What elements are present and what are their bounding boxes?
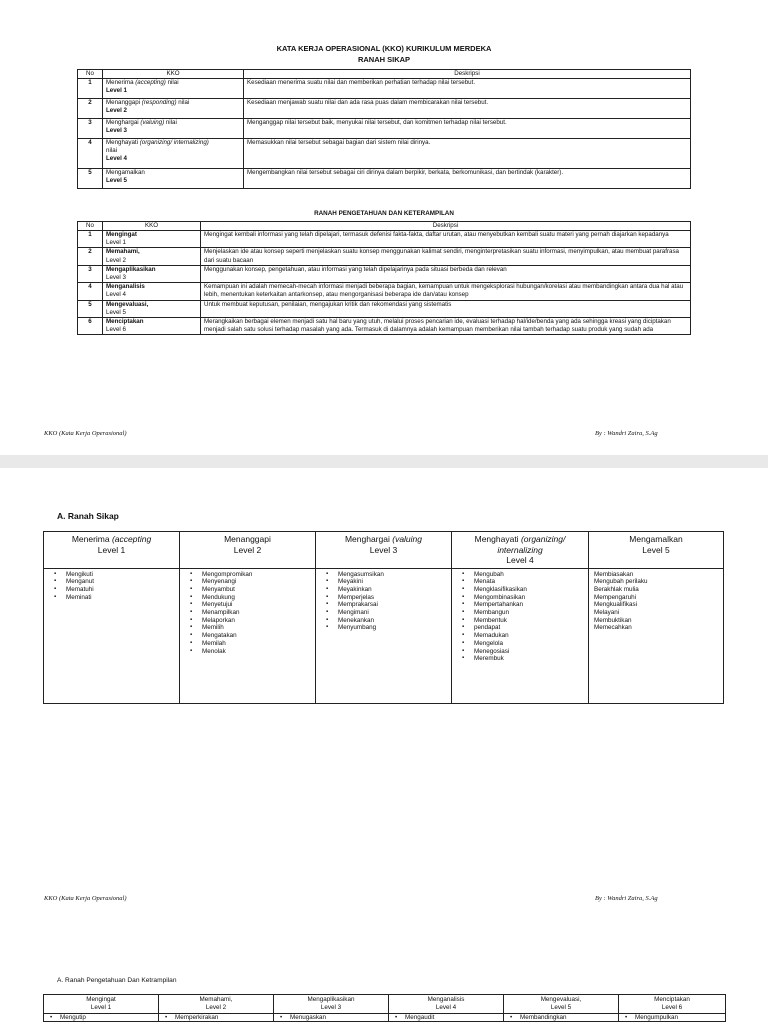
row-number: 1 — [78, 231, 103, 248]
list-item: ▪ Mendukung — [202, 594, 313, 602]
list-item: ▪ Membangun — [474, 609, 586, 617]
kko-level: Level 5 — [106, 177, 127, 185]
column-header — [452, 532, 589, 569]
kko-list — [46, 1014, 156, 1021]
footer-right: By : Wandri Zaira, S.Ag — [595, 430, 658, 437]
row-number: 5 — [78, 300, 103, 317]
kko-name: Mengamalkan — [106, 169, 145, 176]
column-title: Mengamalkan — [629, 534, 683, 544]
table-row — [78, 169, 691, 189]
column-title: Menanggapi — [224, 534, 271, 544]
list-item: ▪ Meminati — [66, 594, 177, 602]
table-row — [44, 1014, 726, 1022]
description-cell: Merangkaikan berbagai elemen menjadi satu hal baru yang utuh, melalui proses pencarian ide, evaluasi terhadap hal/ide/benda yang ada sehingga kreasi yang diciptakan menjadi salah satu solusi terhadap masalah yang ada. Termasuk di dalamnya adalah kemampuan memberikan nilai tambah terhadap suatu produk yang sudah ada — [201, 318, 691, 335]
kko-list-cell — [44, 1014, 159, 1022]
column-header — [504, 995, 619, 1014]
kko-cell — [103, 169, 244, 189]
description-cell: Mengembangkan nilai tersebut sebagai ciri dirinya dalam berpikir, berkata, berkomunikasi, dan bertindak (karakter). — [244, 169, 691, 189]
column-header — [180, 532, 316, 569]
list-item: ▪ Menolak — [202, 648, 313, 656]
row-number: 1 — [78, 79, 103, 99]
document-page-1 — [0, 0, 768, 455]
table-row — [78, 139, 691, 169]
list-item: ▪ Mengatakan — [202, 632, 313, 640]
column-header: Deskripsi — [201, 222, 691, 231]
kko-cell — [103, 283, 201, 300]
kko-level: Level 4 — [106, 155, 127, 163]
document-subtitle: RANAH SIKAP — [357, 55, 411, 64]
column-header — [589, 532, 724, 569]
column-level: Level 2 — [205, 1004, 227, 1011]
table-row — [78, 79, 691, 99]
kko-suffix: nilai — [106, 147, 118, 155]
kko-cell — [103, 318, 201, 335]
kko-name: Menganalisis — [106, 283, 145, 291]
list-item: ▪ Memilah — [202, 640, 313, 648]
description-cell: Menjelaskan ide atau konsep seperti menjelaskan suatu konsep menggunakan kalimat sendiri, menginterpretasikan suatu informasi, menyimpulkan, atau membuat parafrasa dari suatu bacaan — [201, 248, 691, 265]
kko-list-cell — [274, 1014, 389, 1022]
list-item: ▪ Memilih — [202, 624, 313, 632]
list-item: Mengubah perilaku — [594, 578, 648, 586]
table-row — [44, 568, 724, 703]
footer-right: By : Wandri Zaira, S.Ag — [595, 895, 658, 902]
list-item: Memecahkan — [594, 624, 632, 632]
kko-name: Memahami, — [106, 248, 140, 256]
list-item: ▪ Memadukan — [474, 632, 586, 640]
pengetahuan-description-table — [77, 221, 691, 335]
kko-suffix: nilai — [176, 99, 190, 106]
column-header: No — [78, 222, 103, 231]
list-item: ▪ Menampilkan — [202, 609, 313, 617]
column-header: KKO — [103, 70, 244, 79]
kko-cell — [103, 139, 244, 169]
footer-left: KKO (Kata Kerja Operasional) — [44, 895, 127, 902]
list-item: ▪ Mengklasifikasikan — [474, 586, 586, 594]
column-level: Level 5 — [642, 544, 670, 555]
list-item: • Mengaudit — [405, 1014, 501, 1021]
list-item: ▪ Menganut — [66, 578, 177, 586]
kko-level: Level 1 — [106, 87, 127, 95]
kko-name: Menerima — [106, 79, 136, 86]
kko-english: (accepting) — [135, 79, 166, 86]
list-item: Melayani — [594, 609, 620, 617]
row-number: 6 — [78, 318, 103, 335]
row-number: 4 — [78, 139, 103, 169]
list-item: ▪ Mengubah — [474, 571, 586, 579]
table-row — [78, 99, 691, 119]
kko-list — [276, 1014, 386, 1021]
document-page-2 — [0, 468, 768, 1024]
kko-name: Mengaplikasikan — [106, 265, 156, 273]
table-header-row — [78, 222, 691, 231]
column-title: Menganalisis — [427, 996, 465, 1003]
column-title: Mengevaluasi, — [540, 996, 582, 1003]
kko-list — [182, 571, 313, 656]
column-level: Level 3 — [320, 1004, 342, 1011]
description-cell: Untuk membuat keputusan, penilaian, mengajukan kritik dan rekomendasi yang sistematis — [201, 300, 691, 317]
column-title: Menghargai — [344, 534, 393, 544]
row-number: 3 — [78, 119, 103, 139]
kko-list-cell — [619, 1014, 726, 1022]
kko-list — [454, 571, 586, 663]
list-item: Membiasakan — [594, 570, 634, 578]
kko-name: Menciptakan — [106, 318, 144, 326]
column-level: Level 4 — [435, 1004, 457, 1011]
row-number: 2 — [78, 248, 103, 265]
kko-level: Level 4 — [106, 291, 126, 299]
list-item: ▪ Membentuk — [474, 617, 586, 625]
column-level: Level 5 — [550, 1004, 572, 1011]
kko-list-cell — [159, 1014, 274, 1022]
kko-level: Level 2 — [106, 107, 127, 115]
table-header-row — [44, 995, 726, 1014]
section-heading-pengetahuan: A. Ranah Pengetahuan Dan Ketrampilan — [57, 977, 177, 984]
kko-english: (valuing) — [140, 119, 165, 126]
table-row — [78, 283, 691, 300]
list-item: ▪ Meyakini — [338, 578, 449, 586]
column-header — [389, 995, 504, 1014]
column-level: Level 4 — [506, 555, 534, 565]
kko-level: Level 2 — [106, 256, 126, 264]
list-item: ▪ pendapat — [474, 624, 586, 632]
table-row — [78, 300, 691, 317]
kko-cell — [103, 79, 244, 99]
sikap-description-table — [77, 69, 691, 189]
kko-list-cell — [504, 1014, 619, 1022]
column-header — [619, 995, 726, 1014]
kko-list — [621, 1014, 723, 1021]
column-header — [44, 995, 159, 1014]
list-item: • Menugaskan — [290, 1014, 386, 1021]
list-item: ▪ Mengombinasikan — [474, 594, 586, 602]
column-title-english: (accepting — [111, 534, 152, 544]
column-title: Menciptakan — [654, 996, 690, 1003]
column-header — [44, 532, 180, 569]
table-row — [78, 265, 691, 282]
list-item: ▪ Menegosiasi — [474, 648, 586, 656]
description-cell: Kemampuan ini adalah memecah-mecah informasi menjadi beberapa bagian, kemampuan untuk mengeksplorasi hubungan/korelasi atau membandingkan antara dua hal atau lebih, menentukan keterkaitan antarkonsep, atau mengorganisasi beberapa ide dan/atau konsep — [201, 283, 691, 300]
list-item: ▪ Menyumbang — [338, 624, 449, 632]
description-cell: Menganggap nilai tersebut baik, menyukai nilai tersebut, dan komitmen terhadap nilai tersebut. — [244, 119, 691, 139]
sikap-kko-table — [43, 531, 724, 704]
kko-list — [591, 571, 721, 633]
list-item: • Membandingkan — [520, 1014, 616, 1021]
list-item: ▪ Mengompromikan — [202, 571, 313, 579]
table-row — [78, 119, 691, 139]
list-item: ▪ Melaporkan — [202, 617, 313, 625]
column-level: Level 1 — [90, 1004, 112, 1011]
kko-list — [161, 1014, 271, 1021]
kko-list-cell — [180, 568, 316, 703]
section-heading-sikap: A. Ranah Sikap — [57, 511, 119, 521]
pengetahuan-kko-table — [43, 994, 726, 1022]
list-item: ▪ Menyambut — [202, 586, 313, 594]
list-item: ▪ Mematuhi — [66, 586, 177, 594]
column-header: KKO — [103, 222, 201, 231]
list-item: ▪ Meyakinkan — [338, 586, 449, 594]
list-item: ▪ Mengasumsikan — [338, 571, 449, 579]
kko-level: Level 6 — [106, 326, 126, 334]
list-item: Mempengaruhi — [594, 593, 637, 601]
list-item: • Memperkirakan — [175, 1014, 271, 1021]
kko-suffix: nilai — [164, 119, 177, 126]
column-header: No — [78, 70, 103, 79]
kko-name: Menanggapi — [106, 99, 142, 106]
row-number: 3 — [78, 265, 103, 282]
kko-english: (responding) — [141, 99, 177, 106]
column-title: Mengaplikasikan — [307, 996, 355, 1003]
pengetahuan-table-title: RANAH PENGETAHUAN DAN KETERAMPILAN — [314, 210, 454, 217]
column-header — [159, 995, 274, 1014]
kko-list-cell — [389, 1014, 504, 1022]
column-header — [316, 532, 452, 569]
table-row — [78, 248, 691, 265]
kko-list — [391, 1014, 501, 1021]
kko-cell — [103, 265, 201, 282]
kko-list — [506, 1014, 616, 1021]
list-item: Membuktikan — [594, 616, 632, 624]
kko-name: Mengingat — [106, 231, 137, 238]
column-level: Level 3 — [369, 544, 398, 555]
row-number: 4 — [78, 283, 103, 300]
kko-cell — [103, 300, 201, 317]
kko-name: Menghargai — [106, 119, 141, 126]
column-title: Memahami, — [199, 996, 233, 1003]
description-cell: Kesediaan menjawab suatu nilai dan ada rasa puas dalam membicarakan nilai tersebut. — [244, 99, 691, 119]
list-item: ▪ Mengelola — [474, 640, 586, 648]
kko-cell — [103, 99, 244, 119]
kko-name: Menghayati — [106, 139, 140, 146]
kko-list — [46, 571, 177, 602]
list-item: • Mengutip — [60, 1014, 156, 1021]
kko-list-cell — [589, 568, 724, 703]
column-header: Deskripsi — [244, 70, 691, 79]
list-item: Mengkualifikasi — [594, 601, 638, 609]
list-item: ▪ Menyetujui — [202, 601, 313, 609]
table-row — [78, 318, 691, 335]
list-item: • Mengumpulkan — [635, 1014, 723, 1021]
row-number: 5 — [78, 169, 103, 189]
column-header — [274, 995, 389, 1014]
list-item: Berakhlak mulia — [594, 585, 639, 593]
kko-cell — [103, 248, 201, 265]
table-header-row — [44, 532, 724, 569]
list-item: ▪ Mengikuti — [66, 571, 177, 579]
kko-cell — [103, 119, 244, 139]
kko-cell — [103, 231, 201, 248]
column-title: Menghayati — [474, 534, 521, 544]
list-item: ▪ Menyenangi — [202, 578, 313, 586]
list-item: ▪ Memperjelas — [338, 594, 449, 602]
list-item: ▪ Merembuk — [474, 655, 586, 663]
table-header-row — [78, 70, 691, 79]
column-title-english: (organizing/ internalizing — [497, 534, 566, 555]
list-item: ▪ Menekankan — [338, 617, 449, 625]
column-level: Level 2 — [233, 544, 262, 555]
kko-list — [318, 571, 449, 633]
kko-english: (organizing/ internalizing) — [139, 139, 209, 146]
column-level: Level 1 — [97, 544, 126, 555]
kko-list-cell — [452, 568, 589, 703]
document-title: KATA KERJA OPERASIONAL (KKO) KURIKULUM MERDEKA — [276, 44, 492, 53]
description-cell: Mengingat kembali informasi yang telah dipelajari, termasuk defenisi fakta-fakta, daftar urutan, atau menyebutkan kembali suatu materi yang pernah diajarkan kepadanya — [201, 231, 691, 248]
kko-list-cell — [316, 568, 452, 703]
row-number: 2 — [78, 99, 103, 119]
list-item: ▪ Mengimani — [338, 609, 449, 617]
list-item: ▪ Menata — [474, 578, 586, 586]
column-title-english: (valuing — [392, 534, 423, 544]
list-item: ▪ Mempertahankan — [474, 601, 586, 609]
kko-list-cell — [44, 568, 180, 703]
column-title: Menerima — [71, 534, 112, 544]
column-title: Mengingat — [86, 996, 116, 1003]
kko-name: Mengevaluasi, — [106, 300, 149, 308]
footer-left: KKO (Kata Kerja Operasional) — [44, 430, 127, 437]
table-row — [78, 231, 691, 248]
column-level: Level 6 — [661, 1004, 683, 1011]
kko-level: Level 5 — [106, 308, 126, 316]
list-item: ▪ Memprakarsai — [338, 601, 449, 609]
kko-level: Level 1 — [106, 239, 126, 247]
description-cell: Memasukkan nilai tersebut sebagai bagian dari sistem nilai dirinya. — [244, 139, 691, 169]
kko-suffix: nilai — [165, 79, 179, 86]
kko-level: Level 3 — [106, 274, 126, 282]
description-cell: Menggunakan konsep, pengetahuan, atau informasi yang telah dipelajarinya pada situasi berbeda dan relevan — [201, 265, 691, 282]
kko-level: Level 3 — [106, 127, 127, 135]
description-cell: Kesediaan menerima suatu nilai dan memberikan perhatian terhadap nilai tersebut. — [244, 79, 691, 99]
